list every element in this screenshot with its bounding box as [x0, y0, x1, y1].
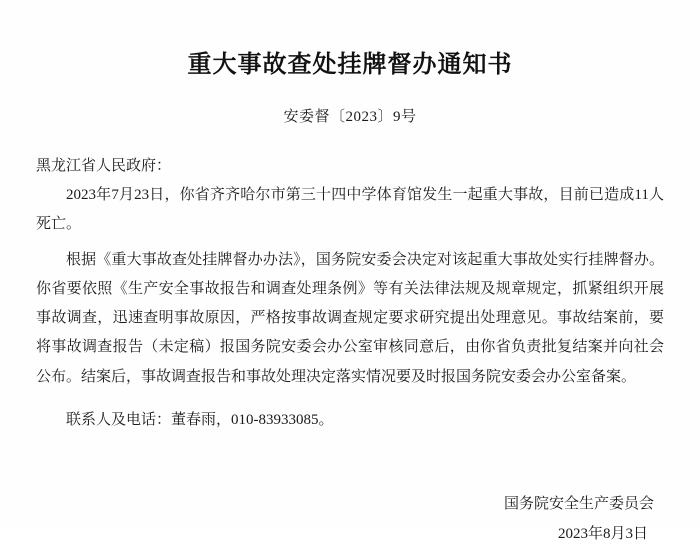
page-title: 重大事故查处挂牌督办通知书 [187, 52, 513, 78]
signature-date: 2023年8月3日 [557, 526, 648, 542]
recipient-line: 黑龙江省人民政府： [36, 158, 172, 174]
body-paragraph-1: 2023年7月23日，你省齐齐哈尔市第三十四中学体育馆发生一起重大事故，目前已造成11人死亡。 [36, 187, 664, 233]
contact-line: 联系人及电话：董春雨，010-83933085。 [66, 411, 334, 428]
signature-block [36, 489, 664, 549]
signature-organization: 国务院安全生产委员会 [503, 496, 654, 512]
document-number: 安委督〔2023〕9号 [283, 109, 417, 125]
body-paragraph-2: 根据《重大事故查处挂牌督办办法》，国务院安委会决定对该起重大事故处实行挂牌督办。你省要依照《生产安全事故报告和调查处理条例》等有关法律法规及规章规定，抓紧组织开展事故调查，迅速查明事故原因，严格按事故调查规定要求研究提出处理意见。事故结案前，要将事故调查报告（未定稿）报国务院安委会办公室审核同意后，由你省负责批复结案并向社会公布。结案后，事故调查报告和事故处理决定落实情况要及时报国务院安委会办公室备案。 [36, 251, 664, 385]
